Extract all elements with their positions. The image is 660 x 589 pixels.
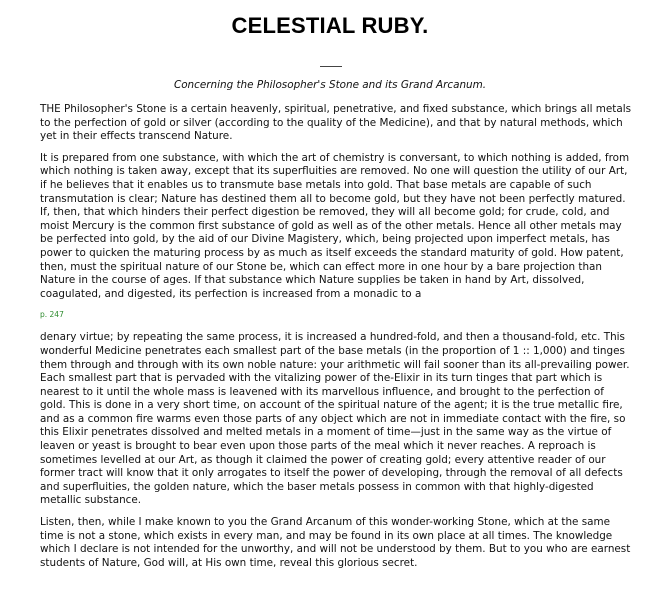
page-reference-link[interactable]: p. 247 xyxy=(40,310,64,320)
paragraph-2: It is prepared from one substance, with which the art of chemistry is conversant, to which nothing is added, from which nothing is taken away, except that its superfluities are removed. No one will question the utility of our Art, if he believes that it enables us to transmute base metals into gold. That base metals are capable of such transmutation is clear; Nature has destined them all to become gold, but they have not been perfectly matured. If, then, that which hinders their perfect digestion be removed, they will all become gold; for crude, cold, and moist Mercury is the common first substance of gold as well as of the other metals. Hence all other metals may be perfected into gold, by the aid of our Divine Magistery, which, being projected upon imperfect metals, has power to quicken the maturing process by as much as itself exceeds the standard maturity of gold. How patent, then, must the spiritual nature of our Stone be, which can effect more in one hour by a bare projection than Nature in the course of ages. If that substance which Nature supplies be taken in hand by Art, dissolved, coagulated, and digested, its perfection is increased from a monadic to a xyxy=(40,151,630,300)
chapter-subtitle: Concerning the Philosopher's Stone and its Grand Arcanum. xyxy=(173,79,487,91)
title-divider xyxy=(320,66,342,67)
page-title: CELESTIAL RUBY. xyxy=(231,13,429,38)
paragraph-3: denary virtue; by repeating the same process, it is increased a hundred-fold, and then a thousand-fold, etc. This wonderful Medicine penetrates each smallest part of the base metals (in the proportion of 1 :: 1,000) and tinges them through and through with its own noble nature: your arithmetic will fail sooner than its all-prevailing power. Each smallest part that is pervaded with the vitalizing power of the-Elixir in its turn tinges that part which is nearest to it until the whole mass is leavened with its marvellous influence, and brought to the perfection of gold. This is done in a very short time, on account of the spiritual nature of the agent; it is the true metallic fire, and as a common fire warms even those parts of any object which are not in immediate contact with the fire, so this Elixir penetrates dissolved and melted metals in a moment of time—just in the same way as the virtue of leaven or yeast is brought to bear even upon those parts of the meal which it never reaches. A reproach is sometimes levelled at our Art, as though it claimed the power of creating gold; every attentive reader of our former tract will know that it only arrogates to itself the power of developing, through the removal of all defects and superfluities, the golden nature, which the baser metals possess in common with that highly-digested metallic substance. xyxy=(40,331,630,507)
paragraph-1: THE Philosopher's Stone is a certain heavenly, spiritual, penetrative, and fixed substance, which brings all metals to the perfection of gold or silver (according to the quality of the Medicine), and that by natural methods, which yet in their effects transcend Nature. xyxy=(40,103,632,143)
document-body xyxy=(40,103,632,578)
paragraph-4: Listen, then, while I make known to you the Grand Arcanum of this wonder-working Stone, which at the same time is not a stone, which exists in every man, and may be found in its own place at all times. The knowledge which I declare is not intended for the unworthy, and will not be understood by them. But to you who are earnest students of Nature, God will, at His own time, reveal this glorious secret. xyxy=(40,516,631,569)
